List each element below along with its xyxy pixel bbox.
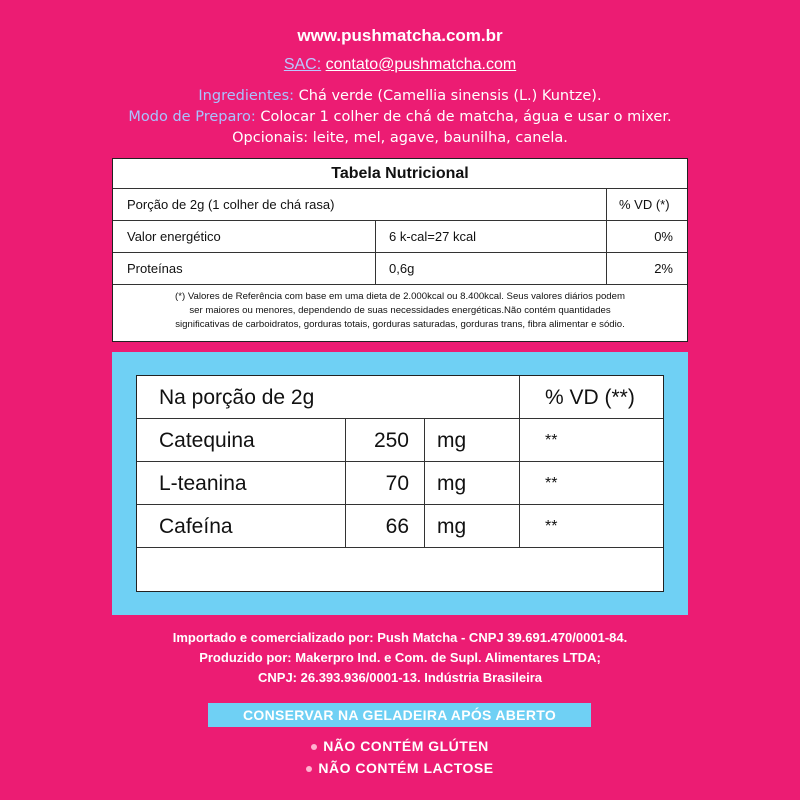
preparation-value: Colocar 1 colher de chá de matcha, água e usar o mixer.: [260, 109, 672, 125]
claim-gluten-free: [0, 738, 800, 754]
footnote-line: ser maiores ou menores, dependendo de suas necessidades energéticas.Não contém quantidades: [189, 305, 611, 316]
nutrient-name: Proteínas: [127, 261, 183, 276]
nutrition-portion: Porção de 2g (1 colher de chá rasa): [127, 197, 335, 212]
compound-name: Catequina: [159, 429, 255, 452]
sac-label: SAC:: [283, 56, 322, 73]
preparation-line: [0, 109, 800, 125]
compound-vd: **: [545, 432, 558, 449]
compound-value: 250: [373, 429, 409, 452]
importer-line: Importado e comercializado por: Push Matcha - CNPJ 39.691.470/0001-84.: [172, 630, 628, 645]
nutrient-name: Valor energético: [127, 229, 221, 244]
ingredients-line: [0, 88, 800, 104]
nutrition-footnote: [123, 290, 677, 332]
claim-label: NÃO CONTÉM LACTOSE: [318, 760, 494, 776]
compound-vd: **: [545, 518, 558, 535]
table-row: [137, 505, 663, 548]
compound-value: 66: [385, 515, 409, 538]
bullet-icon: [311, 744, 317, 750]
nutrient-amount: 0,6g: [389, 261, 415, 276]
sac-contact: [0, 56, 800, 74]
bullet-icon: [306, 766, 312, 772]
optional-label: Opcionais:: [232, 130, 309, 146]
compound-name: L-teanina: [159, 472, 247, 495]
nutrition-portion-row: [113, 189, 687, 221]
footnote-line: significativas de carboidratos, gorduras totais, gorduras saturadas, gorduras trans, fibra alimentar e sódio.: [175, 319, 625, 330]
compounds-table: [136, 375, 664, 592]
compound-vd: **: [545, 475, 558, 492]
website-url: www.pushmatcha.com.br: [297, 26, 503, 45]
cnpj-line: CNPJ: 26.393.936/0001-13. Indústria Brasileira: [258, 670, 542, 685]
preparation-label: Modo de Preparo:: [128, 109, 256, 125]
compound-unit: mg: [437, 515, 467, 538]
compound-value: 70: [385, 472, 409, 495]
footnote-line: (*) Valores de Referência com base em uma dieta de 2.000kcal ou 8.400kcal. Seus valores diários podem: [175, 291, 625, 302]
compounds-header-row: [137, 376, 663, 419]
optional-value: leite, mel, agave, baunilha, canela.: [312, 130, 568, 146]
compound-unit: mg: [437, 429, 467, 452]
producer-line: Produzido por: Makerpro Ind. e Com. de Supl. Alimentares LTDA;: [199, 650, 601, 665]
nutrition-table: [112, 158, 688, 342]
optional-line: [0, 130, 800, 146]
claim-lactose-free: [0, 760, 800, 776]
table-row: [113, 253, 687, 285]
compound-name: Cafeína: [159, 515, 233, 538]
nutrient-vd: 0%: [654, 229, 673, 244]
compound-unit: mg: [437, 472, 467, 495]
storage-banner: CONSERVAR NA GELADEIRA APÓS ABERTO: [208, 703, 591, 727]
table-row: [113, 221, 687, 253]
table-row: [137, 462, 663, 505]
nutrient-amount: 6 k-cal=27 kcal: [389, 229, 477, 244]
nutrition-vd-header: % VD (*): [619, 197, 670, 212]
ingredients-label: Ingredientes:: [198, 88, 295, 104]
compounds-portion: Na porção de 2g: [159, 386, 315, 409]
table-row: [137, 419, 663, 462]
claim-label: NÃO CONTÉM GLÚTEN: [323, 738, 489, 754]
ingredients-value: Chá verde (Camellia sinensis (L.) Kuntze).: [298, 88, 602, 104]
sac-email-link[interactable]: contato@pushmatcha.com: [325, 56, 517, 73]
nutrient-vd: 2%: [654, 261, 673, 276]
compounds-vd-header: % VD (**): [545, 386, 635, 409]
nutrition-table-title: Tabela Nutricional: [113, 159, 687, 189]
